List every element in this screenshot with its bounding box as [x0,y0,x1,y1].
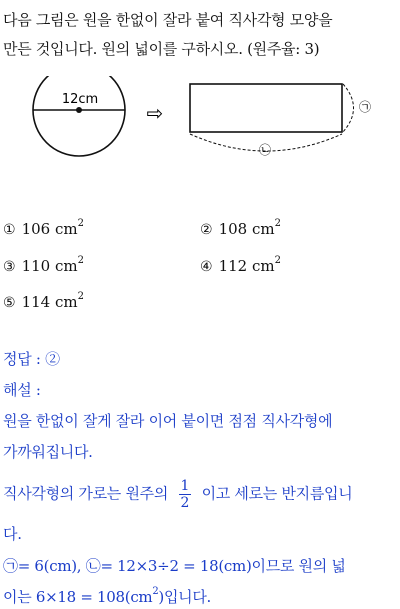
choice-value: 112 cm [218,257,275,275]
explanation-line-3-post: 이고 세로는 반지름입니 [201,484,353,503]
choice-3[interactable] [3,252,84,278]
choice-value: 114 cm [21,293,78,311]
side-label: ㉠ [359,100,372,114]
choice-sup: 2 [77,291,84,302]
choice-sup: 2 [77,218,84,229]
choice-sup: 2 [274,255,281,266]
side-brace [343,84,354,132]
explanation-line-4: 다. [3,525,22,543]
fraction-numerator: 1 [180,478,190,494]
explanation-line-3-pre: 직사각형의 가로는 원주의 [3,484,169,503]
choice-sup: 2 [77,255,84,266]
center-dot [76,107,82,113]
choice-value: 108 cm [218,220,275,238]
explanation-line-6 [3,586,211,607]
explanation-line-5: ㉠= 6(cm), ㉡= 12×3÷2 = 18(cm)이므로 원의 넓 [3,557,346,575]
choice-mark: ① [3,222,16,238]
choice-mark: ② [200,222,213,238]
question-line-1: 다음 그림은 원을 한없이 잘라 붙여 직사각형 모양을 [3,11,333,29]
circle-to-rectangle-figure [0,76,400,166]
choice-1[interactable] [3,215,84,241]
choice-mark: ④ [200,259,213,275]
explanation-label: 해설 : [3,381,41,399]
fraction-denominator: 2 [180,495,190,511]
choice-value: 110 cm [21,257,78,275]
choice-5[interactable] [3,288,84,314]
answer-label: 정답 : ② [3,350,60,368]
choice-mark: ③ [3,259,16,275]
bottom-label: ㉡ [259,143,272,157]
choice-2[interactable] [200,215,281,241]
question-line-2: 만든 것입니다. 원의 넓이를 구하시오. (원주율: 3) [3,40,320,58]
explanation-line-6-sup: 2 [152,586,159,597]
choice-value: 106 cm [21,220,78,238]
explanation-line-6-post: )입니다. [158,588,212,606]
explanation-line-1: 원을 한없이 잘게 잘라 이어 붙이면 점점 직사각형에 [3,412,333,430]
explanation-line-3 [3,478,352,511]
choice-mark: ⑤ [3,295,16,311]
diameter-label: 12cm [61,92,99,107]
choice-4[interactable] [200,252,281,278]
fraction [179,478,192,511]
rectangle-shape [190,84,342,132]
choice-sup: 2 [274,218,281,229]
arrow-icon: ⇨ [146,101,164,125]
explanation-line-6-pre: 이는 6×18 = 108(cm [3,588,153,606]
explanation-line-2: 가까워집니다. [3,443,93,461]
circle-shape [33,76,125,156]
